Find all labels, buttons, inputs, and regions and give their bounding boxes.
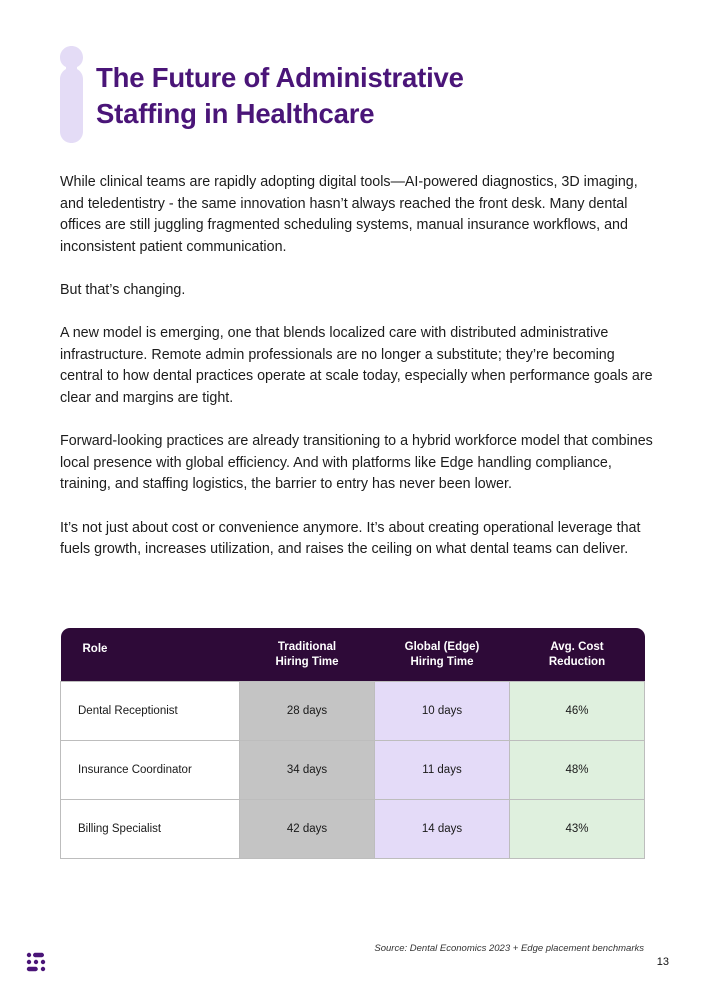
title-accent-decoration — [60, 46, 83, 143]
cell-global: 10 days — [375, 682, 510, 741]
hiring-comparison-table — [60, 628, 644, 859]
paragraph: It’s not just about cost or convenience anymore. It’s about creating operational leverage that fuels growth, increases utilization, and raises the ceiling on what dental teams can deliver. — [60, 519, 641, 558]
table-row — [61, 682, 645, 741]
header-line: Global (Edge) — [404, 641, 480, 653]
page-title-line-2: Staffing in Healthcare — [96, 98, 375, 129]
header-traditional-hiring-time — [240, 628, 375, 682]
table-row — [61, 741, 645, 800]
cell-traditional: 34 days — [240, 741, 375, 800]
cell-reduction: 43% — [510, 800, 645, 859]
cell-reduction: 46% — [510, 682, 645, 741]
page-title — [96, 60, 464, 132]
header-line: Avg. Cost — [550, 641, 604, 653]
table-header-row — [61, 628, 645, 682]
header-role: Role — [61, 628, 240, 682]
grid-dots-logo-icon — [26, 952, 46, 972]
page-number: 13 — [656, 956, 669, 968]
table-row — [61, 800, 645, 859]
page-title-line-1: The Future of Administrative — [96, 62, 464, 93]
header-line: Traditional — [277, 641, 337, 653]
body-text — [60, 172, 660, 582]
cell-global: 11 days — [375, 741, 510, 800]
paragraph: While clinical teams are rapidly adopting digital tools—AI-powered diagnostics, 3D imaging, and teledentistry - the same innovation hasn’t always reached the front desk. Many dental offices are still juggling fragmented scheduling systems, manual insurance workflows, and inconsistent patient communication. — [60, 174, 638, 255]
cell-global: 14 days — [375, 800, 510, 859]
header-line: Hiring Time — [410, 655, 474, 668]
paragraph: But that’s changing. — [60, 281, 186, 298]
cell-role: Insurance Coordinator — [61, 741, 240, 800]
paragraph: A new model is emerging, one that blends localized care with distributed administrative infrastructure. Remote admin professionals are no longer a substitute; they’re becoming central to how dental practices operate at scale today, especially when performance goals are clear and margins are tight. — [60, 325, 653, 406]
header-line: Hiring Time — [275, 655, 339, 668]
header-line: Reduction — [548, 655, 606, 668]
source-citation: Source: Dental Economics 2023 + Edge placement benchmarks — [374, 943, 644, 954]
cell-traditional: 42 days — [240, 800, 375, 859]
header-global-hiring-time — [375, 628, 510, 682]
paragraph: Forward-looking practices are already transitioning to a hybrid workforce model that combines local presence with global efficiency. And with platforms like Edge handling compliance, training, and staffing logistics, the barrier to entry has never been lower. — [60, 433, 653, 493]
cell-role: Dental Receptionist — [61, 682, 240, 741]
cell-reduction: 48% — [510, 741, 645, 800]
cell-role: Billing Specialist — [61, 800, 240, 859]
header-avg-cost-reduction — [510, 628, 645, 682]
cell-traditional: 28 days — [240, 682, 375, 741]
